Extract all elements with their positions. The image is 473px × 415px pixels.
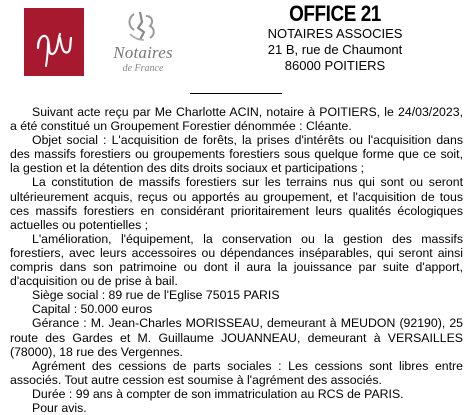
monogram-mu-icon bbox=[24, 8, 84, 76]
paragraph-siege-social: Siège social : 89 rue de l'Eglise 75015 PARIS bbox=[32, 288, 280, 303]
office-line-3: 86000 POITIERS bbox=[284, 58, 386, 73]
legal-notice-body bbox=[10, 105, 463, 415]
office-monogram-logo bbox=[24, 8, 84, 76]
header-divider bbox=[190, 93, 282, 94]
paragraph-constitution-massifs: La constitution de massifs forestiers sur les terrains nus qui sont ou seront ultérieurement acquis, reçus ou apportés au groupement, et l'acquisition de tous ces massifs forestiers en considérant prioritairement leurs qualités écologiques actuelles ou potentielles ; bbox=[10, 175, 463, 232]
notaires-de-france-logo bbox=[98, 10, 188, 76]
paragraph-objet-social: Objet social : L'acquisition de forêts, la prises d'intérêts ou l'acquisition dans des massifs forestiers ou groupements forestiers sous quelque forme que ce soit, la gestion et la détention des dits droits sociaux et participations ; bbox=[10, 133, 463, 176]
office-line-2: 21 B, rue de Chaumont bbox=[267, 42, 403, 57]
office-address-block bbox=[230, 2, 440, 74]
notaires-logo-sub: de France bbox=[122, 63, 164, 74]
paragraph-capital: Capital : 50.000 euros bbox=[32, 302, 153, 317]
paragraph-duree: Durée : 99 ans à compter de son immatriculation au RCS de PARIS. bbox=[32, 386, 404, 401]
office-title: OFFICE 21 bbox=[289, 1, 381, 26]
office-line-1: NOTAIRES ASSOCIES bbox=[267, 26, 403, 41]
paragraph-amelioration: L'amélioration, l'équipement, la conservation ou la gestion des massifs forestiers, avec leurs accessoires ou dépendances inséparables, qui seront ainsi compris dans son patrimoine ou dont il aura la jouissance par suite d'apport, d'acquisition ou de prise à bail. bbox=[10, 231, 463, 289]
paragraph-agrement: Agrément des cessions de parts sociales : Les cessions sont libres entre associés. Tout autre cession est soumise à l'agrément des associés. bbox=[10, 358, 463, 387]
marianne-emblem-icon bbox=[120, 10, 166, 44]
notaires-logo-word: Notaires bbox=[113, 43, 173, 62]
paragraph-constitution: Suivant acte reçu par Me Charlotte ACIN, notaire à POITIERS, le 24/03/2023, a été constitué un Groupement Forestier dénommée : Cléante. bbox=[10, 105, 463, 134]
paragraph-pour-avis: Pour avis. bbox=[32, 400, 87, 415]
paragraph-gerance: Gérance : M. Jean-Charles MORISSEAU, demeurant à MEUDON (92190), 25 route des Gardes et M. Guillaume JOUANNEAU, demeurant à VERSAILLES (78000), 18 rue des Vergennes. bbox=[10, 316, 463, 359]
